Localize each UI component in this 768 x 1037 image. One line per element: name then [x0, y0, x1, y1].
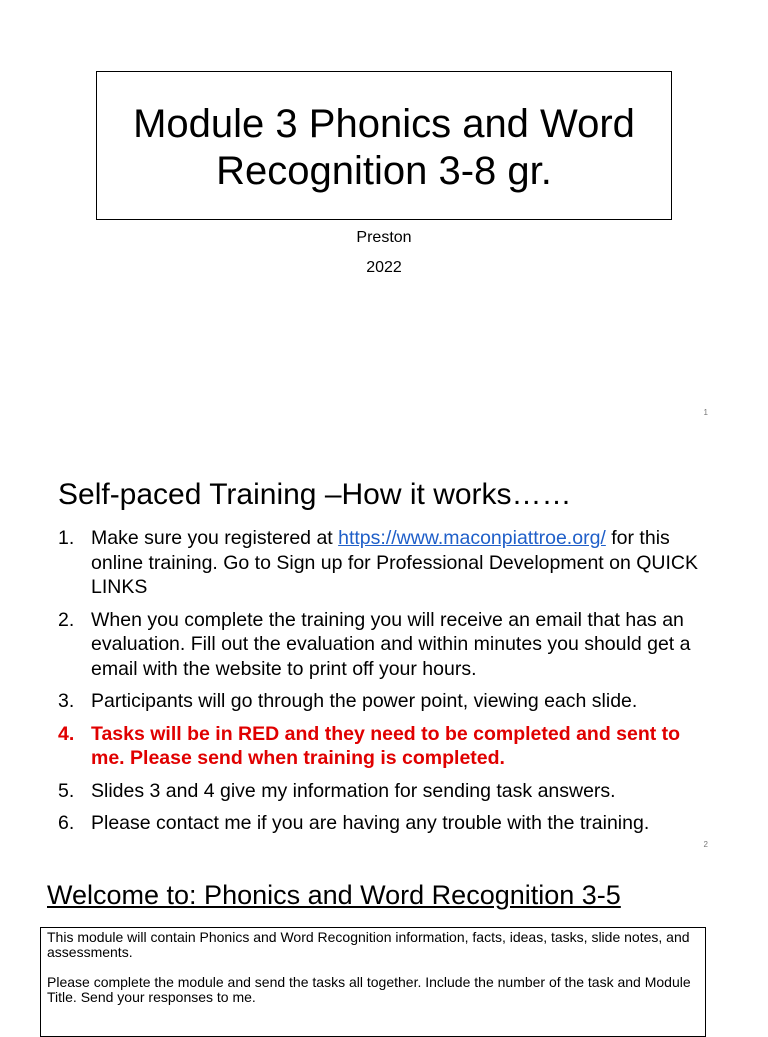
title-box	[96, 71, 672, 220]
list-item	[58, 689, 718, 714]
module-title	[133, 97, 635, 195]
title-line-2: Recognition 3-8 gr.	[216, 148, 552, 193]
item-number: 4.	[58, 722, 75, 745]
item-text: Participants will go through the power point, viewing each slide.	[91, 690, 638, 712]
item-number: 1.	[58, 527, 75, 549]
item-number: 5.	[58, 779, 75, 802]
info-box	[40, 927, 706, 1037]
steps-list	[58, 526, 718, 844]
item-number: 6.	[58, 812, 75, 834]
item-text-after: for this online training. Go to Sign up for Professional Development on QUICK LINKS	[91, 527, 698, 598]
list-item	[58, 608, 718, 682]
list-item	[58, 779, 718, 804]
slide-heading: Welcome to: Phonics and Word Recognition 3-5	[47, 880, 621, 910]
registration-link[interactable]: https://www.maconpiattroe.org/	[338, 527, 606, 549]
item-text: Tasks will be in RED and they need to be completed and sent to me. Please send when training is completed.	[91, 722, 681, 769]
slide-2	[0, 430, 768, 860]
info-paragraph-1: This module will contain Phonics and Word Recognition information, facts, ideas, tasks, slide notes, and assessments.	[47, 929, 690, 960]
list-item	[58, 526, 718, 600]
list-item	[58, 811, 718, 836]
slide-3	[0, 860, 768, 1024]
page-number: 1	[703, 408, 708, 417]
item-text	[91, 526, 718, 600]
slide-1	[0, 0, 768, 430]
author-name: Preston	[356, 229, 412, 246]
year: 2022	[366, 259, 402, 276]
item-text: Please contact me if you are having any trouble with the training.	[91, 812, 650, 834]
page-number: 2	[703, 840, 708, 849]
item-text: When you complete the training you will receive an email that has an evaluation. Fill out the evaluation and within minutes you should get a email with the website to print off your hours.	[91, 608, 691, 680]
info-paragraph-2: Please complete the module and send the tasks all together. Include the number of the task and Module Title. Send your responses to me.	[47, 974, 691, 1005]
slide-heading: Self-paced Training –How it works……	[58, 478, 572, 511]
title-line-1: Module 3 Phonics and Word	[133, 101, 635, 146]
item-number: 3.	[58, 690, 75, 712]
item-number: 2.	[58, 608, 75, 631]
item-text-before: Make sure you registered at	[91, 527, 339, 549]
item-text: Slides 3 and 4 give my information for sending task answers.	[91, 779, 616, 802]
list-item-task-note	[58, 722, 718, 771]
